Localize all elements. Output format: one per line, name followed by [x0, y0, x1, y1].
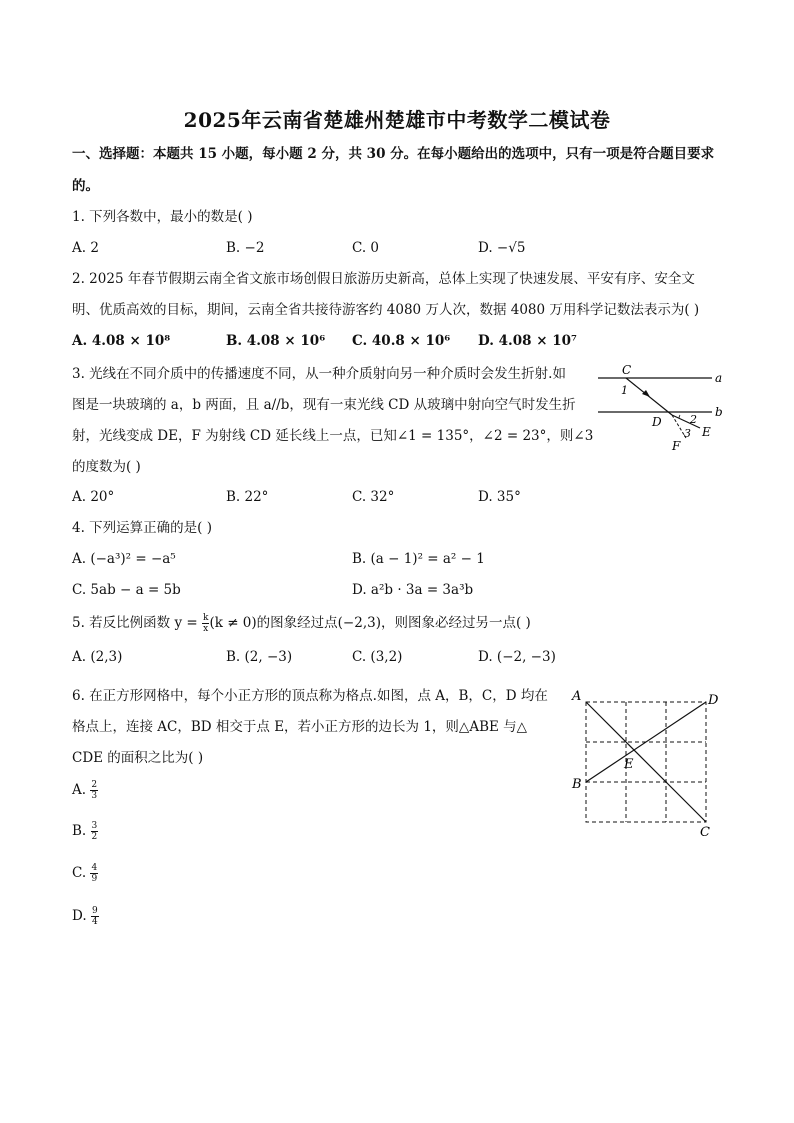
frac-den: 3	[91, 791, 98, 801]
label-d: D	[652, 415, 662, 429]
q2-stem-line2: 明、优质高效的目标，期间，云南全省共接待游客约 4080 万人次，数据 4080 万用科学记数法表示为( )	[72, 302, 700, 318]
frac-num: 3	[91, 821, 98, 831]
label-d: D	[708, 693, 719, 708]
frac-den: 2	[91, 832, 98, 842]
angle-2-arc	[679, 415, 680, 418]
section-header: 一、选择题：本题共 15 小题，每小题 2 分，共 30 分。在每小题给出的选项中，只有一项是符合题目要求	[72, 146, 715, 162]
label-e: E	[624, 757, 634, 772]
q6-option-b	[72, 821, 98, 842]
q4-option-c: C. 5ab − a = 5b	[72, 582, 181, 598]
label-b: b	[715, 405, 723, 419]
q6-option-b-frac	[91, 821, 99, 842]
label-e: E	[702, 425, 711, 439]
q3-option-a: A. 20°	[72, 489, 115, 505]
q6-option-d-label: D.	[72, 908, 87, 924]
frac-den: 9	[91, 874, 98, 884]
q5-option-a: A. (2,3)	[72, 649, 123, 665]
q6-option-a	[72, 780, 98, 801]
label-c: C	[622, 363, 632, 377]
q5-option-c: C. (3,2)	[352, 649, 403, 665]
q4-option-a: A. (−a³)² = −a⁵	[72, 551, 176, 567]
q5-frac-den: x	[203, 624, 209, 634]
frac-num: 9	[91, 906, 98, 916]
q3-stem-line1: 3. 光线在不同介质中的传播速度不同，从一种介质射向另一种介质时会发生折射.如	[72, 366, 566, 382]
q2-stem-line1: 2. 2025 年春节假期云南全省文旅市场创假日旅游历史新高，总体上实现了快速发展、平安有序、安全文	[72, 271, 695, 287]
q5-stem	[72, 613, 531, 634]
label-a: a	[715, 371, 723, 385]
q5-option-b: B. (2, −3)	[226, 649, 293, 665]
q6-option-c-label: C.	[72, 865, 87, 881]
q3-refraction-figure	[590, 360, 730, 460]
q6-option-d	[72, 906, 99, 927]
frac-num: 4	[91, 863, 98, 873]
q3-option-c: C. 32°	[352, 489, 395, 505]
q1-stem: 1. 下列各数中，最小的数是( )	[72, 209, 253, 225]
q6-stem-line1: 6. 在正方形网格中，每个小正方形的顶点称为格点.如图，点 A，B，C，D 均在	[72, 688, 548, 704]
q4-stem: 4. 下列运算正确的是( )	[72, 520, 212, 536]
q6-stem-line3: CDE 的面积之比为( )	[72, 750, 204, 766]
q6-option-a-label: A.	[72, 782, 87, 798]
q2-option-a: A. 4.08 × 10⁸	[72, 333, 171, 349]
section-header-cont: 的。	[72, 178, 99, 194]
q1-option-b: B. −2	[226, 240, 265, 256]
q6-option-c	[72, 863, 98, 884]
label-b: B	[572, 777, 582, 792]
q2-option-c: C. 40.8 × 10⁶	[352, 333, 451, 349]
q6-grid-figure	[566, 682, 726, 842]
q3-option-d: D. 35°	[478, 489, 521, 505]
page-title: 2025年云南省楚雄州楚雄市中考数学二模试卷	[183, 108, 611, 132]
q5-stem-pre: 5. 若反比例函数 y =	[72, 615, 202, 631]
q6-option-d-frac	[91, 906, 99, 927]
q3-stem-line4: 的度数为( )	[72, 459, 141, 475]
segment-ac	[586, 702, 706, 822]
q1-option-d: D. −√5	[478, 240, 526, 256]
label-a: A	[572, 689, 582, 704]
frac-num: 2	[91, 780, 98, 790]
label-angle-2: 2	[690, 413, 697, 426]
q3-stem-line2: 图是一块玻璃的 a，b 两面，且 a//b，现有一束光线 CD 从玻璃中射向空气时发生折	[72, 397, 576, 413]
q6-option-b-label: B.	[72, 823, 87, 839]
q5-frac-num: k	[202, 613, 209, 623]
q6-option-c-frac	[90, 863, 98, 884]
q1-option-c: C. 0	[352, 240, 380, 256]
q1-option-a: A. 2	[72, 240, 99, 256]
label-angle-3: 3	[684, 427, 691, 440]
q5-option-d: D. (−2, −3)	[478, 649, 556, 665]
q2-option-b: B. 4.08 × 10⁶	[226, 333, 326, 349]
q5-stem-post: (k ≠ 0)的图象经过点(−2,3)，则图象必经过另一点( )	[209, 615, 531, 631]
label-angle-1: 1	[621, 384, 628, 397]
ray-arrow	[642, 390, 650, 397]
label-c: C	[700, 825, 710, 840]
label-f: F	[672, 439, 681, 453]
q6-option-a-frac	[90, 780, 98, 801]
q4-option-d: D. a²b · 3a = 3a³b	[352, 582, 474, 598]
q6-stem-line2: 格点上，连接 AC，BD 相交于点 E，若小正方形的边长为 1，则△ABE 与△	[72, 719, 528, 735]
q4-option-b: B. (a − 1)² = a² − 1	[352, 551, 485, 567]
q2-option-d: D. 4.08 × 10⁷	[478, 333, 577, 349]
frac-den: 4	[91, 917, 98, 927]
q3-stem-line3: 射，光线变成 DE，F 为射线 CD 延长线上一点，已知∠1 = 135°，∠2 = 23°，则∠3	[72, 428, 594, 444]
q3-option-b: B. 22°	[226, 489, 269, 505]
